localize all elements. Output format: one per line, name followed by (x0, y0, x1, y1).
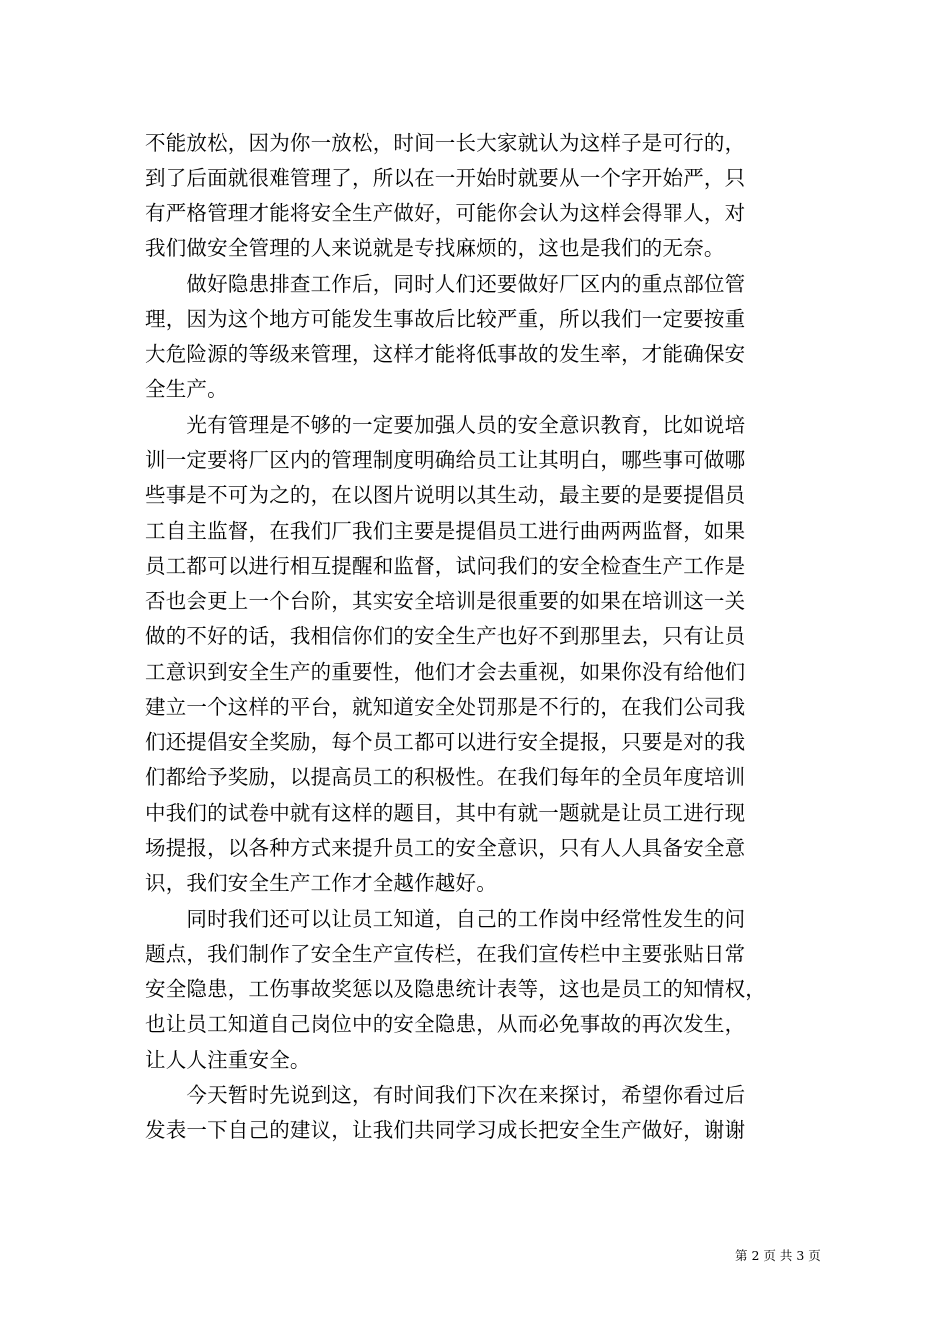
text-line: 同时我们还可以让员工知道，自己的工作岗中经常性发生的问 (145, 907, 746, 931)
text-line: 不能放松，因为你一放松，时间一长大家就认为这样子是可行的， (145, 131, 746, 155)
text-line: 让人人注重安全。 (145, 1048, 311, 1072)
text-line: 理，因为这个地方可能发生事故后比较严重，所以我们一定要按重 (145, 307, 746, 331)
page-number-footer: 第 2 页 共 3 页 (735, 1248, 821, 1263)
text-line: 也让员工知道自己岗位中的安全隐患，从而必免事故的再次发生， (145, 1012, 746, 1036)
text-line: 全生产。 (145, 377, 228, 401)
text-line: 识，我们安全生产工作才全越作越好。 (145, 871, 497, 895)
text-line: 发表一下自己的建议，让我们共同学习成长把安全生产做好，谢谢 (145, 1118, 746, 1142)
text-line: 们还提倡安全奖励，每个员工都可以进行安全提报，只要是对的我 (145, 730, 746, 754)
text-line: 安全隐患，工伤事故奖惩以及隐患统计表等，这也是员工的知情权， (145, 977, 766, 1001)
text-line: 大危险源的等级来管理，这样才能将低事故的发生率，才能确保安 (145, 342, 746, 366)
text-line: 有严格管理才能将安全生产做好，可能你会认为这样会得罪人，对 (145, 201, 746, 225)
text-line: 到了后面就很难管理了，所以在一开始时就要从一个字开始严，只 (145, 166, 746, 190)
text-line: 今天暂时先说到这，有时间我们下次在来探讨，希望你看过后 (145, 1083, 746, 1107)
text-line: 题点，我们制作了安全生产宣传栏，在我们宣传栏中主要张贴日常 (145, 942, 746, 966)
text-line: 训一定要将厂区内的管理制度明确给员工让其明白，哪些事可做哪 (145, 448, 746, 472)
text-line: 员工都可以进行相互提醒和监督，试问我们的安全检查生产工作是 (145, 554, 746, 578)
text-line: 建立一个这样的平台，就知道安全处罚那是不行的，在我们公司我 (145, 695, 746, 719)
text-line: 们都给予奖励，以提高员工的积极性。在我们每年的全员年度培训 (145, 765, 746, 789)
text-line: 否也会更上一个台阶，其实安全培训是很重要的如果在培训这一关 (145, 589, 746, 613)
text-line: 工自主监督，在我们厂我们主要是提倡员工进行曲两两监督，如果 (145, 519, 746, 543)
text-line: 做的不好的话，我相信你们的安全生产也好不到那里去，只有让员 (145, 624, 746, 648)
text-line: 些事是不可为之的，在以图片说明以其生动，最主要的是要提倡员 (145, 483, 746, 507)
text-line: 工意识到安全生产的重要性，他们才会去重视，如果你没有给他们 (145, 660, 746, 684)
text-line: 做好隐患排查工作后，同时人们还要做好厂区内的重点部位管 (145, 272, 746, 296)
text-line: 光有管理是不够的一定要加强人员的安全意识教育，比如说培 (145, 413, 746, 437)
text-line: 场提报，以各种方式来提升员工的安全意识，只有人人具备安全意 (145, 836, 746, 860)
text-line: 中我们的试卷中就有这样的题目，其中有就一题就是让员工进行现 (145, 801, 746, 825)
text-line: 我们做安全管理的人来说就是专找麻烦的，这也是我们的无奈。 (145, 236, 725, 260)
